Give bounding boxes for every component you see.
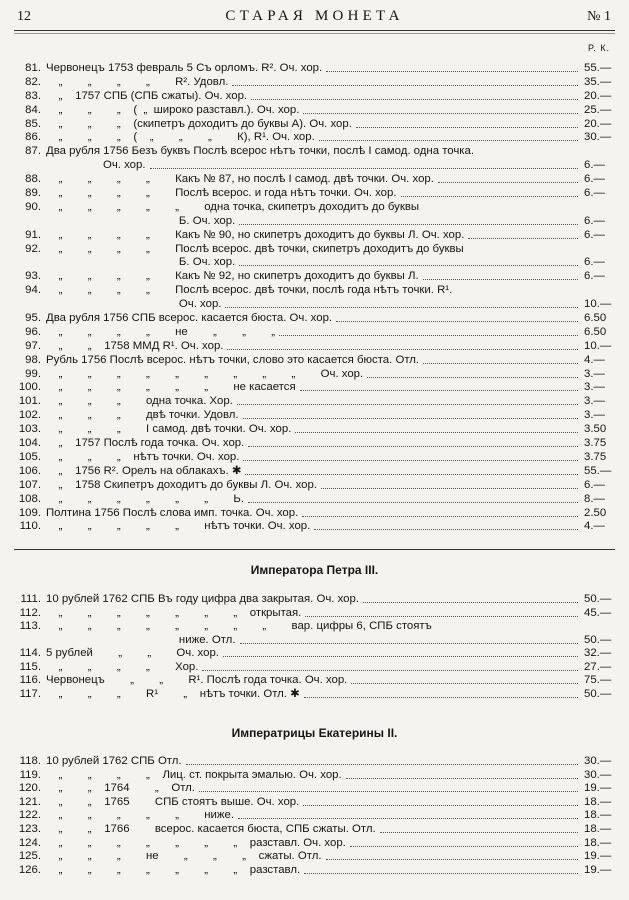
lot-number: 125. (18, 850, 41, 863)
lot-description: „ „ „ „ Хор. (46, 660, 199, 673)
leader-dots (239, 265, 578, 266)
lot-price: 6.— (584, 478, 605, 491)
lot-description: „ „ „ „ Послѣ всерос. двѣ точки, послѣ года нѣтъ точки. R¹. (46, 284, 453, 297)
catalog-row (0, 607, 629, 621)
leader-dots (401, 196, 578, 197)
lot-number: 121. (18, 795, 41, 808)
catalog-row (0, 661, 629, 675)
lot-description: „ „ 1766 всерос. касается бюста, СПБ сжаты. Отл. (46, 822, 376, 835)
leader-dots (321, 488, 578, 489)
leader-dots (243, 460, 578, 461)
lot-description: „ „ „ двѣ точки. Удовл. (46, 409, 239, 422)
lot-number: 100. (18, 381, 41, 394)
lot-price: 3.— (584, 367, 605, 380)
lot-description: Оч. хор. (46, 298, 222, 311)
lot-description: „ „ „ „ „ „ не касается (46, 381, 296, 394)
leader-dots (245, 474, 578, 475)
lot-price: 8.— (584, 492, 605, 505)
lot-number: 84. (25, 103, 41, 116)
lot-description: „ „ 1764 „ Отл. (46, 782, 195, 795)
lot-number: 126. (18, 863, 41, 876)
lot-description: 10 рублей 1762 СПБ Отл. (46, 755, 182, 767)
lot-description: „ 1758 Скипетръ доходитъ до буквы Л. Оч. хор. (46, 478, 317, 491)
lot-description: „ „ „ „ Какъ № 87, но послѣ I самод. двѣ точки. Оч. хор. (46, 173, 434, 186)
lot-number: 102. (18, 409, 41, 422)
lot-description: „ 1757 Послѣ года точка. Оч. хор. (46, 437, 245, 450)
lot-number: 97. (25, 339, 41, 352)
leader-dots (304, 697, 578, 698)
page-number: 12 (17, 9, 31, 24)
leader-dots (380, 832, 578, 833)
lot-number: 104. (18, 437, 41, 450)
catalog-row (0, 381, 629, 395)
lot-number: 99. (25, 367, 41, 380)
lot-number: 103. (18, 423, 41, 436)
catalog-row (0, 62, 629, 76)
lot-description: „ „ „ ( „ „ „ К), R¹. Оч. хор. (46, 131, 315, 144)
leader-dots (303, 113, 578, 114)
lot-price: 55.— (584, 62, 612, 74)
catalog-row (0, 243, 629, 257)
lot-number: 81. (25, 62, 41, 74)
lot-number: 89. (25, 187, 41, 200)
lot-description: „ „ „ „ „ ниже. (46, 809, 234, 822)
lot-number: 105. (18, 450, 41, 463)
catalog-row (0, 368, 629, 382)
lot-description: „ „ 1765 СПБ стоятъ выше. Оч. хор. (46, 795, 300, 808)
lot-price: 75.— (584, 674, 612, 686)
lot-price: 19.— (584, 850, 612, 863)
leader-dots (223, 656, 578, 657)
catalog-section (0, 593, 629, 701)
catalog-row (0, 284, 629, 298)
lot-description: „ „ „ „ „ „ „ „ вар. цифры 6, СПБ стоятъ (46, 620, 432, 632)
lot-number: 94. (25, 284, 41, 297)
lot-price: 2.50 (584, 506, 607, 519)
lot-number: 118. (19, 755, 41, 767)
lot-number: 95. (25, 312, 41, 325)
lot-price: 50.— (584, 687, 612, 700)
lot-number: 85. (25, 117, 41, 130)
catalog-row (0, 437, 629, 451)
catalog-row (0, 409, 629, 423)
catalog-row (0, 520, 629, 534)
leader-dots (302, 516, 578, 517)
leader-dots (423, 363, 578, 364)
lot-price: 18.— (584, 836, 612, 849)
lot-price: 27.— (584, 660, 612, 673)
lot-description: „ „ „ „ „ нѣтъ точки. Оч. хор. (46, 520, 311, 533)
catalog-row (0, 593, 629, 607)
catalog-row (0, 620, 629, 634)
lot-price: 6.— (584, 187, 605, 200)
lot-price: 3.50 (584, 423, 607, 436)
lot-number: 93. (25, 270, 41, 283)
lot-description: „ „ „ „ „ одна точка, скипетръ доходитъ до буквы (46, 200, 420, 213)
leader-dots (356, 127, 578, 128)
lot-number: 87. (25, 145, 41, 158)
leader-dots (240, 643, 578, 644)
lot-description: „ 1757 СПБ (СПБ сжаты). Оч. хор. (46, 89, 248, 102)
lot-price: 6.— (584, 159, 605, 172)
leader-dots (232, 85, 578, 86)
lot-description: „ 1756 R². Орелъ на облакахъ. ✱ (46, 464, 242, 477)
lot-price: 3.— (584, 381, 605, 394)
leader-dots (279, 335, 578, 336)
leader-dots (237, 404, 578, 405)
lot-number: 116. (19, 674, 41, 686)
lot-description: Два рубля 1756 СПБ всерос. касается бюста. Оч. хор. (46, 312, 333, 325)
price-unit-label: Р. К. (587, 43, 610, 53)
lot-number: 92. (25, 242, 41, 255)
lot-price: 18.— (584, 809, 612, 822)
lot-price: 30.— (584, 768, 612, 781)
catalog-row (0, 173, 629, 187)
lot-description: „ „ „ „ не „ „ „ (46, 325, 276, 338)
lot-price: 25.— (584, 103, 612, 116)
lot-price: 6.50 (584, 312, 607, 325)
page-header (0, 7, 629, 29)
lot-price: 35.— (584, 75, 612, 88)
lot-number: 123. (18, 822, 41, 835)
lot-number: 112. (19, 606, 41, 619)
lot-description: „ „ „ „ „ „ „ разставл. (46, 863, 301, 876)
lot-description: „ „ „ „ „ „ „ „ „ Оч. хор. (46, 367, 364, 380)
leader-dots (468, 238, 578, 239)
lot-price: 45.— (584, 606, 612, 619)
catalog-section (0, 62, 629, 534)
lot-description: Полтина 1756 Послѣ слова имп. точка. Оч. хор. (46, 506, 299, 519)
lot-description: „ „ „ „ „ „ „ разставл. Оч. хор. (46, 836, 346, 849)
lot-number: 110. (19, 520, 41, 533)
lot-description: „ „ „ „ „ „ „ открытая. (46, 606, 302, 619)
catalog-row (0, 507, 629, 521)
lot-description: „ „ „ „ Послѣ всерос. и года нѣтъ точки. Оч. хор. (46, 187, 397, 200)
lot-description: 5 рублей „ „ Оч. хор. (46, 647, 219, 659)
header-rule-thin (14, 33, 615, 34)
catalog-row (0, 215, 629, 229)
lot-description: „ „ „ (скипетръ доходитъ до буквы А). Оч. хор. (46, 117, 352, 130)
catalog-row (0, 634, 629, 648)
lot-price: 18.— (584, 795, 612, 808)
catalog-row (0, 451, 629, 465)
lot-number: 117. (19, 687, 41, 700)
leader-dots (438, 182, 578, 183)
lot-description: „ „ „ „ Какъ № 90, но скипетръ доходитъ до буквы Л. Оч. хор. (46, 228, 465, 241)
leader-dots (363, 602, 578, 603)
catalog-row (0, 423, 629, 437)
lot-description: Б. Оч. хор. (46, 256, 236, 269)
lot-price: 10.— (584, 339, 612, 352)
lot-price: 3.— (584, 409, 605, 422)
lot-price: 10.— (584, 298, 612, 311)
catalog-row (0, 270, 629, 284)
lot-number: 111. (20, 593, 41, 605)
catalog-row (0, 104, 629, 118)
leader-dots (202, 670, 578, 671)
lot-price: 6.— (584, 256, 605, 269)
lot-number: 106. (18, 464, 41, 477)
leader-dots (319, 140, 578, 141)
lot-number: 114. (19, 647, 41, 659)
lot-number: 82. (25, 75, 41, 88)
lot-price: 3.75 (584, 437, 607, 450)
catalog-row (0, 354, 629, 368)
lot-number: 119. (19, 768, 41, 781)
catalog-row (0, 755, 629, 769)
catalog-row (0, 465, 629, 479)
lot-number: 83. (25, 89, 41, 102)
leader-dots (248, 446, 578, 447)
leader-dots (238, 818, 578, 819)
lot-number: 91. (25, 228, 41, 241)
lot-description: Червонецъ 1753 февраль 5 Съ орломъ. R². Оч. хор. (46, 62, 323, 74)
catalog-row (0, 647, 629, 661)
catalog-row (0, 256, 629, 270)
lot-number: 107. (18, 478, 41, 491)
lot-description: „ „ „ „ „ „ Ь. (46, 492, 244, 505)
leader-dots (248, 502, 578, 503)
lot-price: 30.— (584, 131, 612, 144)
catalog-row (0, 688, 629, 702)
catalog-row (0, 229, 629, 243)
catalog-row (0, 769, 629, 783)
catalog-row (0, 76, 629, 90)
catalog-row (0, 809, 629, 823)
catalog-row (0, 796, 629, 810)
lot-price: 6.50 (584, 325, 607, 338)
catalog-row (0, 674, 629, 688)
lot-description: Б. Оч. хор. (46, 214, 236, 227)
lot-price: 6.— (584, 228, 605, 241)
lot-price: 6.— (584, 270, 605, 283)
catalog-row (0, 298, 629, 312)
lot-number: 96. (25, 325, 41, 338)
catalog-section (0, 755, 629, 877)
lot-description: „ „ „ одна точка. Хор. (46, 395, 233, 408)
lot-description: „ „ „ „ Послѣ всерос. двѣ точки, скипетръ доходитъ до буквы (46, 242, 464, 255)
catalog-row (0, 850, 629, 864)
leader-dots (326, 71, 578, 72)
catalog-row (0, 159, 629, 173)
lot-price: 18.— (584, 822, 612, 835)
leader-dots (304, 873, 578, 874)
lot-price: 20.— (584, 89, 612, 102)
leader-dots (199, 791, 578, 792)
leader-dots (186, 764, 578, 765)
lot-price: 19.— (584, 863, 612, 876)
leader-dots (346, 778, 578, 779)
lot-description: „ „ „ ( „ широко разставл.). Оч. хор. (46, 103, 300, 116)
catalog-row (0, 837, 629, 851)
leader-dots (303, 805, 578, 806)
lot-description: 10 рублей 1762 СПБ Въ году цифра два закрытая. Оч. хор. (46, 593, 359, 605)
lot-description: „ „ „ не „ „ „ сжаты. Отл. (46, 850, 322, 863)
catalog-row (0, 823, 629, 837)
leader-dots (243, 418, 578, 419)
catalog-row (0, 187, 629, 201)
section-title: Императора Петра III. (250, 563, 379, 577)
leader-dots (351, 683, 578, 684)
catalog-row (0, 395, 629, 409)
lot-description: Два рубля 1756 Безъ буквъ Послѣ всерос нѣтъ точки, послѣ I самод. одна точка. (46, 145, 475, 158)
lot-price: 4.— (584, 353, 605, 366)
catalog-row (0, 131, 629, 145)
lot-number: 86. (25, 131, 41, 144)
lot-price: 19.— (584, 782, 612, 795)
leader-dots (305, 616, 578, 617)
lot-number: 98. (25, 353, 41, 366)
leader-dots (239, 224, 578, 225)
section-rule (14, 549, 615, 550)
header-rule (14, 30, 615, 31)
catalog-row (0, 145, 629, 159)
lot-price: 55.— (584, 464, 612, 477)
lot-price: 32.— (584, 647, 612, 659)
leader-dots (350, 846, 578, 847)
lot-price: 20.— (584, 117, 612, 130)
leader-dots (300, 390, 578, 391)
lot-price: 50.— (584, 633, 612, 646)
catalog-row (0, 90, 629, 104)
leader-dots (314, 529, 578, 530)
leader-dots (336, 321, 578, 322)
catalog-row (0, 118, 629, 132)
lot-description: Рубль 1756 Послѣ всерос. нѣтъ точки, слово это касается бюста. Отл. (46, 353, 420, 366)
lot-number: 88. (25, 173, 41, 186)
lot-number: 113. (19, 620, 41, 632)
leader-dots (225, 307, 578, 308)
lot-description: „ „ „ I самод. двѣ точки. Оч. хор. (46, 423, 292, 436)
leader-dots (227, 349, 578, 350)
lot-price: 50.— (584, 593, 612, 605)
lot-price: 6.— (584, 214, 605, 227)
catalog-row (0, 340, 629, 354)
lot-number: 120. (18, 782, 41, 795)
lot-price: 3.75 (584, 450, 607, 463)
lot-price: 30.— (584, 755, 612, 767)
catalog-row (0, 493, 629, 507)
leader-dots (150, 168, 578, 169)
lot-description: „ „ „ „ R². Удовл. (46, 75, 229, 88)
lot-description: „ „ „ „ Лиц. ст. покрыта эмалью. Оч. хор. (46, 768, 342, 781)
lot-description: „ „ „ „ Какъ № 92, но скипетръ доходитъ до буквы Л. (46, 270, 419, 283)
lot-description: ниже. Отл. (46, 633, 236, 646)
leader-dots (367, 377, 578, 378)
lot-description: „ „ „ R¹ „ нѣтъ точки. Отл. ✱ (46, 687, 300, 700)
catalog-row (0, 312, 629, 326)
lot-number: 115. (19, 660, 41, 673)
issue-number: № 1 (587, 9, 611, 24)
leader-dots (251, 99, 578, 100)
lot-number: 90. (25, 200, 41, 213)
catalog-row (0, 782, 629, 796)
catalog-row (0, 201, 629, 215)
leader-dots (295, 432, 578, 433)
catalog-row (0, 864, 629, 878)
lot-description: Оч. хор. (46, 159, 146, 172)
leader-dots (326, 859, 578, 860)
lot-number: 124. (18, 836, 41, 849)
leader-dots (423, 279, 578, 280)
lot-price: 6.— (584, 173, 605, 186)
lot-description: „ „ „ нѣтъ точки. Оч. хор. (46, 450, 240, 463)
lot-price: 4.— (584, 520, 605, 533)
catalog-row (0, 326, 629, 340)
lot-number: 122. (18, 809, 41, 822)
catalog-row (0, 479, 629, 493)
lot-number: 109. (18, 506, 41, 519)
lot-description: „ „ 1758 ММД R¹. Оч. хор. (46, 339, 224, 352)
journal-title: СТАРАЯ МОНЕТА (225, 8, 404, 24)
lot-number: 108. (18, 492, 41, 505)
lot-number: 101. (18, 395, 41, 408)
lot-price: 3.— (584, 395, 605, 408)
section-title: Императрицы Екатерины II. (231, 726, 398, 740)
lot-description: Червонецъ „ „ R¹. Послѣ года точка. Оч. хор. (46, 674, 348, 686)
